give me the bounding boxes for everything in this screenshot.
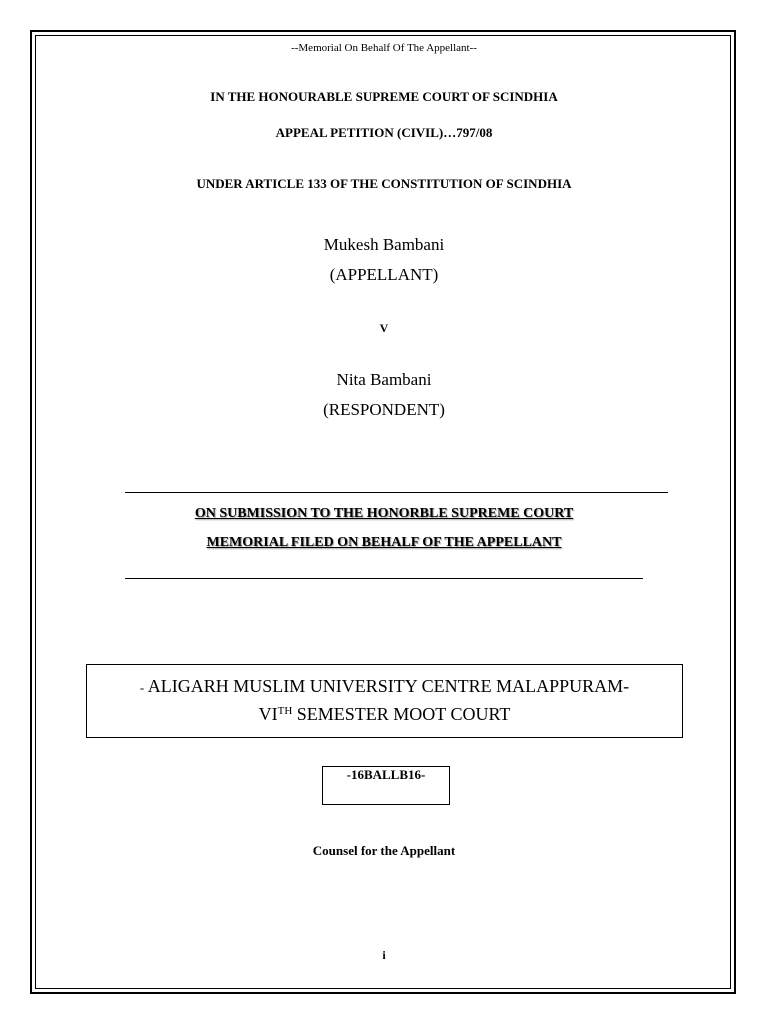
university-line-2 <box>86 704 683 725</box>
team-code: -16BALLB16- <box>346 767 426 782</box>
memorial-heading: MEMORIAL FILED ON BEHALF OF THE APPELLANT <box>206 535 562 550</box>
submission-heading: ON SUBMISSION TO THE HONORBLE SUPREME COURT <box>194 506 574 521</box>
divider-top <box>125 492 668 493</box>
dash-prefix: - <box>139 680 145 695</box>
semester-number: VI <box>258 704 278 724</box>
university-line-1 <box>86 676 683 697</box>
running-header: --Memorial On Behalf Of The Appellant-- <box>291 42 477 54</box>
respondent-role: (RESPONDENT) <box>323 400 445 419</box>
versus-label: V <box>379 321 389 335</box>
appellant-name: Mukesh Bambani <box>323 235 445 254</box>
moot-court-label: SEMESTER MOOT COURT <box>296 704 511 724</box>
university-name: ALIGARH MUSLIM UNIVERSITY CENTRE MALAPPURAM- <box>147 676 630 696</box>
counsel-label: Counsel for the Appellant <box>312 843 456 858</box>
semester-ordinal: TH <box>277 705 293 717</box>
appellant-role: (APPELLANT) <box>329 265 439 284</box>
divider-bottom <box>125 578 643 579</box>
petition-number: APPEAL PETITION (CIVIL)…797/08 <box>275 125 493 140</box>
constitution-article: UNDER ARTICLE 133 OF THE CONSTITUTION OF SCINDHIA <box>196 176 572 191</box>
page-number: i <box>382 948 386 962</box>
court-name: IN THE HONOURABLE SUPREME COURT OF SCINDHIA <box>210 89 558 104</box>
respondent-name: Nita Bambani <box>336 370 432 389</box>
